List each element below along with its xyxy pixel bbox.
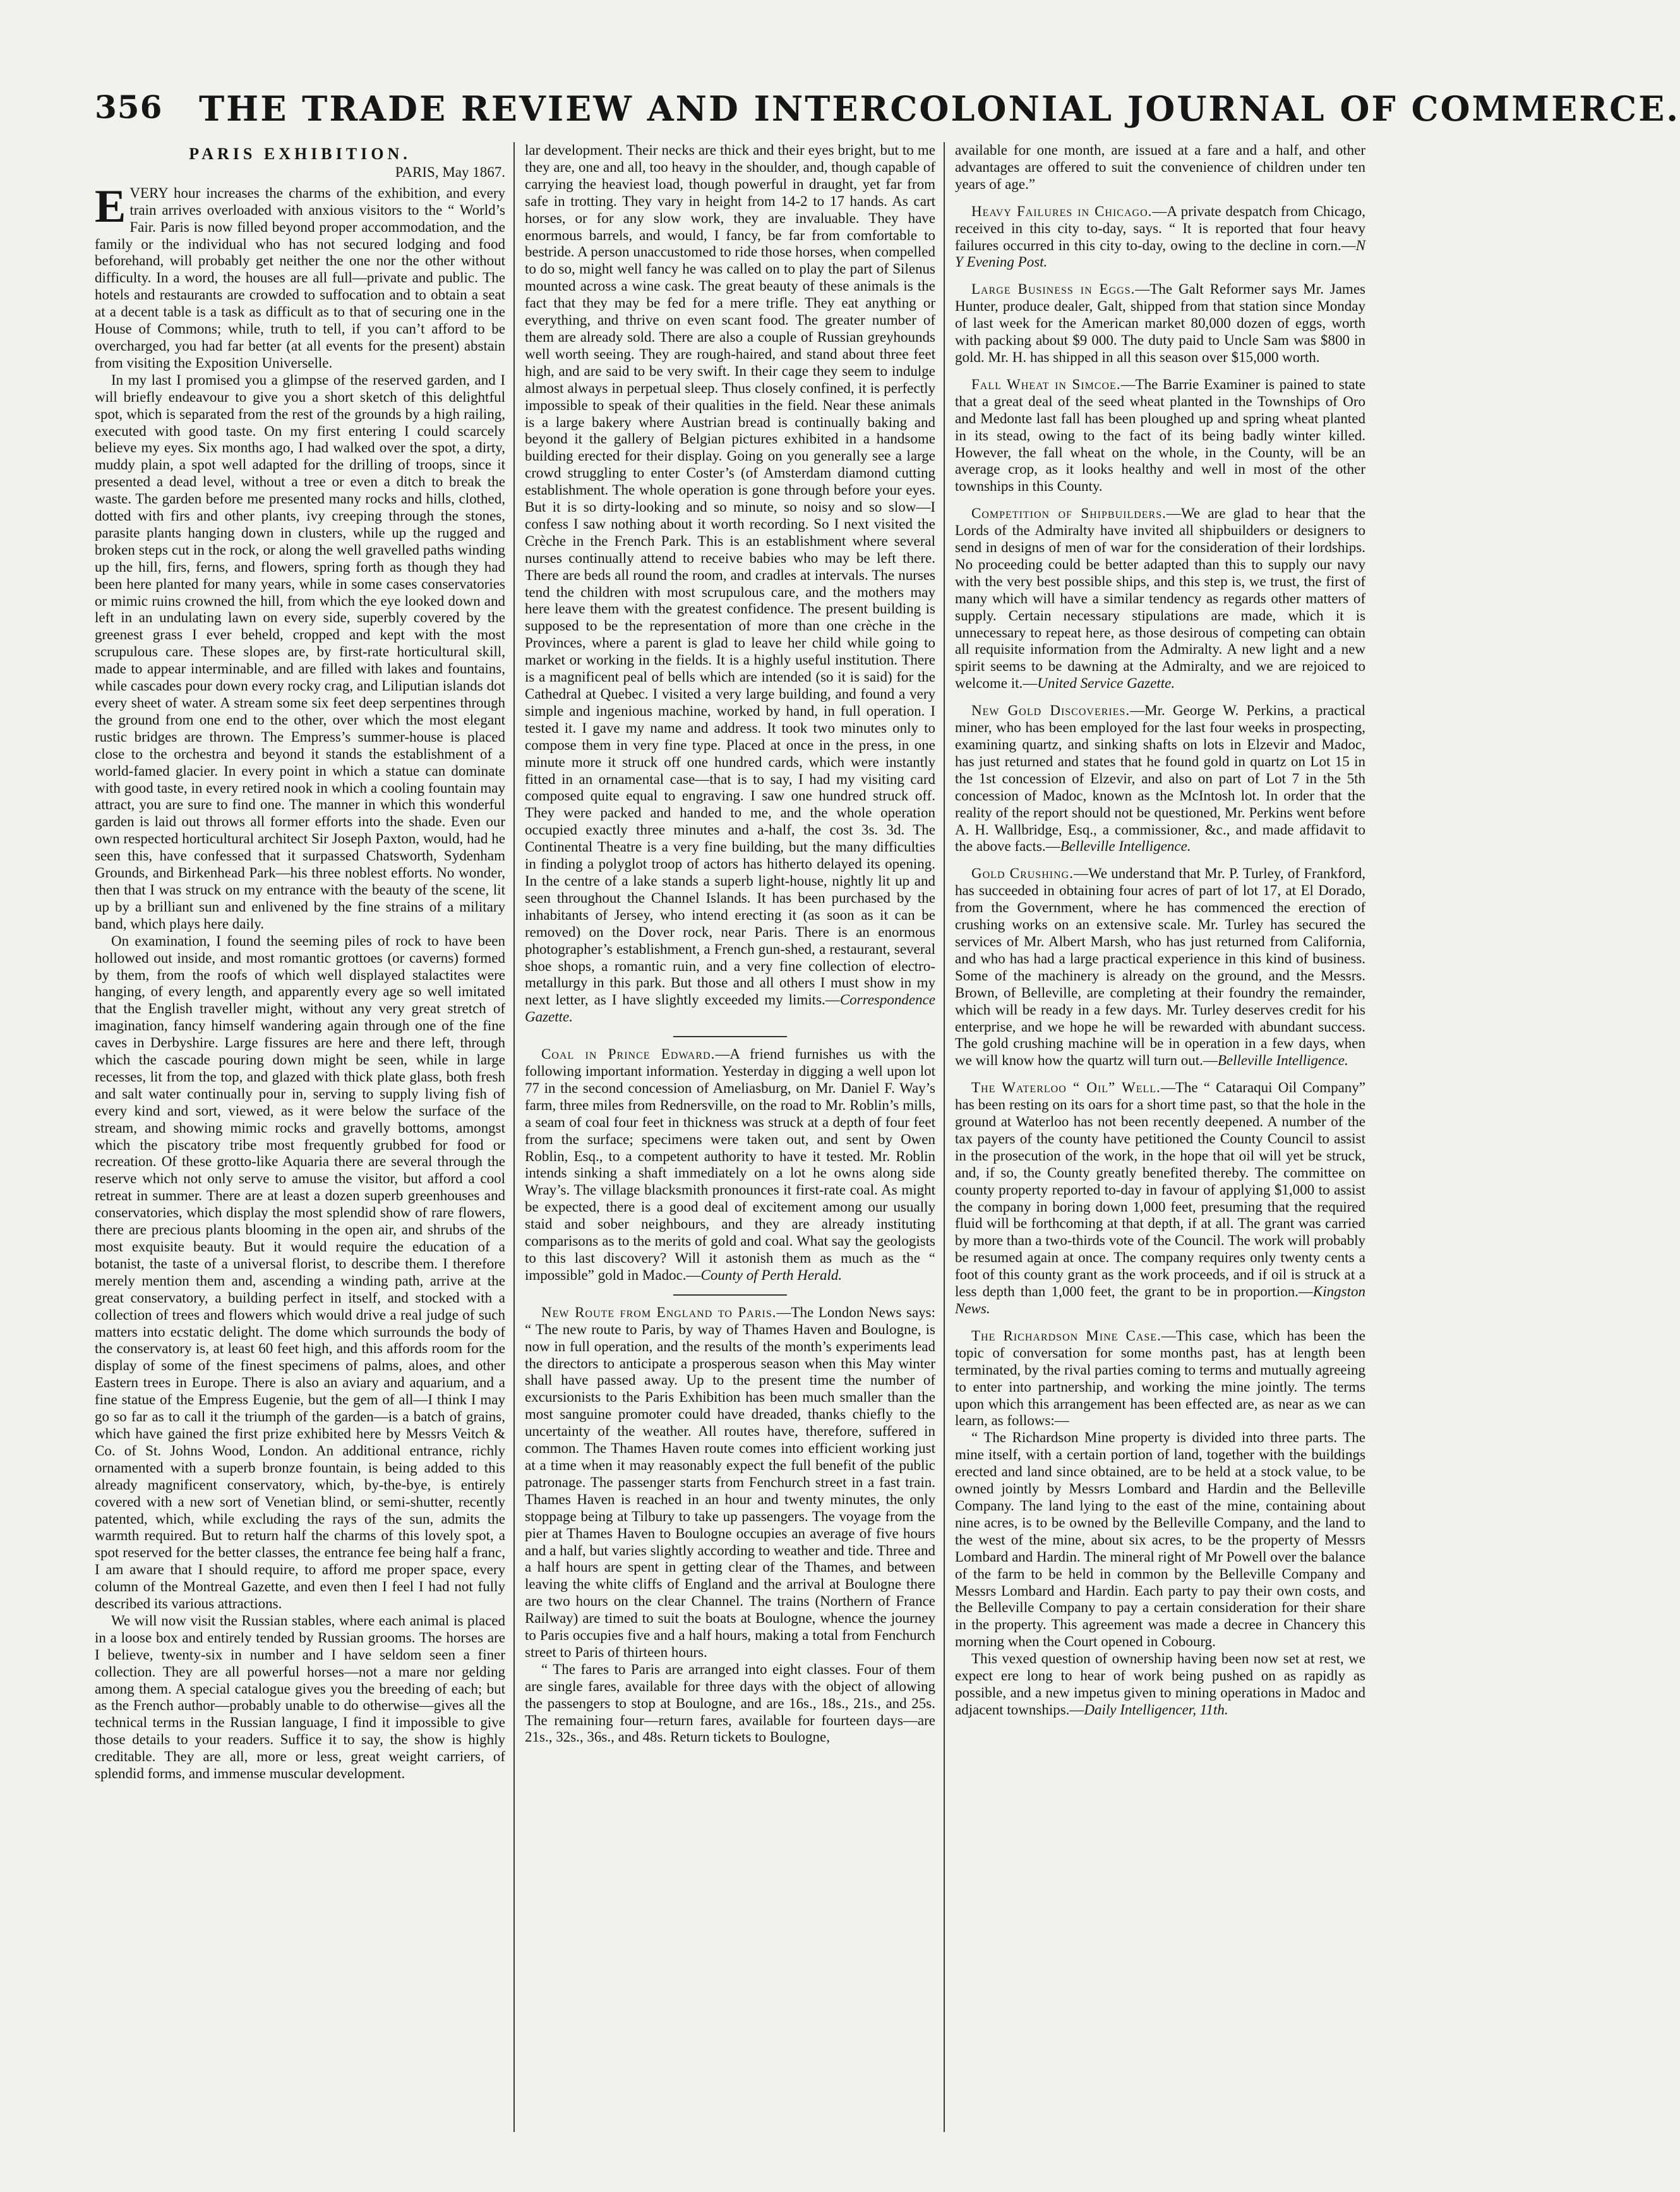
article-paragraph: We will now visit the Russian stables, where each animal is placed in a loose box and entirely tended by Russian grooms. The horses are I believe, twenty-six in number and I have seldom seen a finer collection. They are all powerful horses—not a mare nor gelding among them. A special catalogue gives you the breeding of each; but as the French author—probably unable to do otherwise—gives all the technical terms in the Russian language, I find it impossible to give those details to your readers. Suffice it to say, the show is highly creditable. They are all, more or less, great weight carriers, of splendid forms, and immense muscular development.: [95, 1612, 505, 1782]
article-paragraph: [955, 1328, 1365, 1430]
article-text: available for one month, are issued at a fare and a half, and other advantages are offered to suit the convenience of children under ten years of age.”: [955, 142, 1365, 192]
article-paragraph: [955, 1080, 1365, 1318]
article-text: —We are glad to hear that the Lords of the Admiralty have invited all shipbuilders or designers to send in designs of men of war for the consideration of their lordships. No proceeding could be better adapted than this to supply our navy with the very best possible ships, and this step is, we trust, the first of many which will have a similar tendency as regards other matters of supply. Certain necessary stipulations are made, which it is unnecessary to repeat here, as those desirous of competing can obtain all requisite information from the Admiralty. A new light and a new spirit seems to be dawning at the Admiralty, and we are rejoiced to welcome it.—: [955, 505, 1366, 692]
divider: [673, 1036, 787, 1037]
column-3: [955, 142, 1365, 2132]
column-2: [525, 142, 935, 2132]
article-source: United Service Gazette.: [1037, 675, 1175, 692]
article-heading: The Waterloo “ Oil” Well.: [971, 1080, 1161, 1096]
page-number: 356: [95, 88, 163, 126]
article-heading: New Route from England to Paris.: [541, 1304, 777, 1320]
article-text: “ The fares to Paris are arranged into eight classes. Four of them are single fares, available for three days with the object of allowing the passengers to stop at Boulogne, and are 16s., 18s., 21s., and 25s. The remaining four—return fares, available for fourteen days—are 21s., 32s., 36s., and 48s. Return tickets to Boulogne,: [525, 1661, 935, 1745]
article-paragraph: [525, 142, 935, 1026]
drop-cap: E: [95, 180, 126, 232]
article-heading: Fall Wheat in Simcoe.: [971, 376, 1121, 392]
article-paragraph: [955, 376, 1365, 495]
article-heading: Coal in Prince Edward.: [541, 1046, 716, 1063]
article-text: —The “ Cataraqui Oil Company” has been resting on its oars for a short time past, so that the hole in the ground at Waterloo has not been recently deepened. A number of the tax payers of the county have petitioned the County Council to assist in the prosecution of the work, in the hope that oil will yet be struck, and, if so, the County greatly benefited thereby. The committee on county property reported to-day in favour of applying $1,000 to assist the company in boring down 1,000 feet, presuming that the required fluid will be forthcoming at that depth, if at all. The grant was carried by more than a two-thirds vote of the Council. The work will probably be resumed again at once. The company requires only twenty cents a foot of this county grant as the work proceeds, and if oil is struck at a less depth than 1,000 feet, the grant to be in proportion.—: [955, 1080, 1365, 1300]
column-rule: [513, 142, 515, 2132]
article-source: County of Perth Herald.: [700, 1267, 843, 1283]
article-paragraph: [955, 1430, 1365, 1651]
article-source: Daily Intelligencer, 11th.: [1084, 1701, 1228, 1718]
article-heading: New Gold Discoveries.: [971, 702, 1131, 719]
dateline: PARIS, May 1867.: [395, 164, 505, 180]
article-source: Belleville Intelligence.: [1060, 838, 1191, 855]
article-paragraph: On examination, I found the seeming piles of rock to have been hollowed out inside, and most romantic grottoes (or caverns) formed by them, from the roofs of which well displayed stalactites were hanging, of every length, and apparently every age so well imitated that the English traveller might, without any very great stretch of imagination, fancy himself wandering again through one of the fine caves in Derbyshire. Large fissures are here and there left, through which the cascade pouring down might be seen, while in large recesses, lit from the top, and glazed with thick plate glass, both fresh and salt water continually pour in, serving to supply living fish of every kind and sort, viewed, as it were below the surface of the stream, and showing mimic rocks and gravelly bottoms, amongst which the piscatory tribe most frequently grubbed for food or recreation. Of these grotto-like Aquaria there are several through the reserve which not only serve to amuse the visitor, but afford a cool retreat in summer. There are at least a dozen superb greenhouses and conservatories, which display the most splendid show of rare flowers, there are precious plants blooming in the open air, and shrubs of the most exquisite beauty. But it would require the education of a botanist, the taste of a universal florist, to describe them. I therefore merely mention them and, ascending a winding path, arrive at the great conservatory, a building perfect in itself, and stocked with a collection of trees and flowers which would drive a real judge of such matters into ecstatic delight. The dome which surrounds the body of the conservatory is, at least 60 feet high, and this affords room for the display of some of the finest specimens of palms, aloes, and other Eastern trees in Europe. There is also an aviary and aquarium, and a fine statue of the Empress Eugenie, but the gem of all—I think I may go so far as to call it the triumph of the garden—is a batch of grains, which have gained the first prize exhibited here by Messrs Veitch & Co. of St. Johns Wood, London. An additional entrance, richly ornamented with a superb bronze fountain, is being added to this already magnificent conservatory, which, by-the-bye, is entirely covered with a new sort of Venetian blind, or semi-shutter, recently patented, which, while excluding the rays of the sun, admits the warmth required. But to return half the charms of this lovely spot, a spot reserved for the better classes, the entrance fee being half a franc, I am aware that I should require, to afford me proper space, every column of the Montreal Gazette, and even then I feel I had not fully described its various attractions.: [95, 932, 505, 1612]
article-text: “ The Richardson Mine property is divided into three parts. The mine itself, with a certain portion of land, together with the buildings erected and land since obtained, are to be held at a stock value, to be owned jointly by Messrs Lombard and Hardin and the Belleville Company. The land lying to the east of the mine, containing about nine acres, is to be owned by the Belleville Company, and the land to the west of the mine, about six acres, to be the property of Messrs Lombard and Hardin. The mineral right of Mr Powell over the balance of the farm to be held in common by the Belleville Company and Messrs Lombard and Hardin. Each party to pay their own costs, and the Belleville Company to pay a certain consideration for their share in the property. This agreement was made a decree in Chancery this morning when the Court opened in Cobourg.: [955, 1430, 1365, 1650]
column-1: [95, 142, 505, 2132]
article-heading: Gold Crushing.: [971, 865, 1074, 882]
article-text: —A friend furnishes us with the following important information. Yesterday in digging a well upon lot 77 in the second concession of Ameliasburg, on Mr. Daniel F. Way’s farm, three miles from Rednersville, on the road to Mr. Roblin’s mills, a seam of coal four feet in thickness was struck at a depth of four feet from the surface; specimens were taken out, and sent by Owen Roblin, Esq., to a competent authority to have it tested. Mr. Roblin intends sinking a shaft immediately on a lot he owns along side Wray’s. The village blacksmith pronounces it first-rate coal. As might be expected, there is a good deal of excitement among our usually staid and sober neighbours, and they are already instituting comparisons as to the merits of gold and coal. What say the geologists to this last discovery? Will it astonish them as much as the “ impossible” gold in Madoc.—: [525, 1046, 935, 1283]
article-text: —The Galt Reformer says Mr. James Hunter, produce dealer, Galt, shipped from that station since Monday of last week for the American market 80,000 dozen of eggs, worth with packing about $9 000. The duty paid to Uncle Sam was $800 in gold. Mr. H. has shipped in all this season over $15,000 worth.: [955, 281, 1365, 365]
article-heading: The Richardson Mine Case.: [971, 1327, 1161, 1344]
article-paragraph: [95, 180, 505, 372]
column-rule: [944, 142, 945, 2132]
article-heading: Competition of Shipbuilders.: [971, 505, 1167, 522]
article-paragraph: [525, 1661, 935, 1747]
article-text: This vexed question of ownership having been now set at rest, we expect ere long to hear of work being pushed on as rapidly as possible, and a new impetus given to mining operations in Madoc and adjacent townships.—: [955, 1651, 1365, 1718]
article-paragraph: [525, 1304, 935, 1661]
article-paragraph: [525, 1046, 935, 1284]
article-text: —The London News says: “ The new route to Paris, by way of Thames Haven and Boulogne, is now in full operation, and the results of the month’s experiments lead the directors to anticipate a prosperous season when this May winter shall have passed away. Up to the present time the number of excursionists to the Paris Exhibition has been much smaller than the most sanguine promoter could have dreaded, thanks chiefly to the uncertainty of the weather. All routes have, therefore, suffered in common. The Thames Haven route comes into efficient working just at a time when it may reasonably expect the full benefit of the public patronage. The passenger starts from Fenchurch street in a fast train. Thames Haven is reached in an hour and twenty minutes, the only stoppage being at Tilbury to take up passengers. The voyage from the pier at Thames Haven to Boulogne occupies an average of five hours and a half, but varies slightly according to weather and tide. Three and a half hours are spent in getting clear of the Thames, and between leaving the white cliffs of England and the arrival at Boulogne there are two hours on the clear Channel. The trains (Northern of France Railway) are timed to suit the boats at Boulogne, whence the journey to Paris occupies five and a half hours, making a total from Fenchurch street to Paris of thirteen hours.: [525, 1304, 936, 1660]
article-text: —This case, which has been the topic of conversation for some months past, has at length been terminated, by the rival parties coming to terms and mutually agreeing to enter into partnership, and working the mine jointly. The terms upon which this arrangement has been effected are, as near as we can learn, as follows:—: [955, 1327, 1365, 1429]
article-paragraph: [955, 505, 1365, 692]
article-text: —A private despatch from Chicago, received in this city to-day, says. “ It is reported that four heavy failures occurred in this city to-day, owing to the decline in corn.—: [955, 203, 1365, 253]
paragraph-text: VERY hour increases the charms of the exhibition, and every train arrives overloaded with anxious visitors to the “ World’s Fair. Paris is now filled beyond proper accommodation, and the family or the individual who has not secured lodging and food beforehand, will probably get neither the one nor the other without difficulty. In a word, the houses are all full—private and public. The hotels and restaurants are crowded to suffocation and to obtain a seat at a decent table is a task as difficult as to that of securing one in the House of Commons; while, truth to tell, if you can’t afford to be overcharged, you had far better (at all events for the present) abstain from visiting the Exposition Universelle.: [95, 184, 505, 371]
article-source: Belleville Intelligence.: [1217, 1052, 1348, 1069]
article-source: Kingston News.: [955, 1284, 1365, 1316]
article-source: Correspondence Gazette.: [525, 992, 935, 1025]
article-paragraph: [955, 702, 1365, 855]
paragraph-text: lar development. Their necks are thick and their eyes bright, but to me they are, one and all, too heavy in the shoulder, and, though capable of carrying the heaviest load, though powerful in draught, yet far from safe in trotting. They vary in height from 14-2 to 17 hands. As cart horses, or for any slow work, they are invaluable. They have enormous barrels, and would, I fancy, be far from comfortable to bestride. A person unaccustomed to ride those horses, when compelled to do so, might well fancy he was called on to play the part of Silenus mounted across a wine cask. The great beauty of these animals is the fact that they may be fed for a mere trifle. They eat anything or everything, and thrive on even scant food. The greater number of them are already sold. There are also a couple of Russian greyhounds well worth seeing. They are rough-haired, and stand about three feet high, and are said to be very swift. In their cage they seem to indulge almost always in perpetual sleep. Thus closely confined, it is perfectly impossible to speak of their qualities in the field. Near these animals is a large bakery where Austrian bread is continually baking and beyond it the gallery of Belgian pictures exhibited in a handsome building erected for their display. Going on you generally see a large crowd struggling to enter Coster’s (of Amsterdam diamond cutting establishment. The whole operation is gone through before your eyes. But it is so dirty-looking and so minute, so noisy and so slow—I confess I saw nothing about it worth recording. So I next visited the Crèche in the French Park. This is an establishment where several nurses continually attend to receive babies who may be left there. There are beds all round the room, and cradles at intervals. The nurses tend the children with most scrupulous care, and the mothers may here leave them with the greatest confidence. The present building is supposed to be the representation of more than one crèche in the Provinces, where a parent is glad to leave her child while going to market or working in the fields. It is a highly useful institution. There is a magnificent peal of bells which are intended (so it is said) for the Cathedral at Quebec. I visited a very large building, and found a very simple and ingenious machine, worked by hand, in full operation. I tested it. I gave my name and address. It took two minutes only to compose them in very fine type. Placed at once in the press, in one minute more it struck off one hundred cards, which were instantly fitted in an ornamental case—that is to say, I had my visiting card composed quite equal to engraving. I saw one hundred struck off. They were packed and handed to me, and the whole operation occupied exactly three minutes and a-half, the cost 3s. 3d. The Continental Theatre is a very fine building, but the many difficulties in finding a polyglot troop of actors has hitherto delayed its opening. In the centre of a lake stands a superb light-house, nightly lit up and seen throughout the Channel Islands. It has been purchased by the inhabitants of Jersey, who intend erecting it (as soon as it can be removed) on the Dover rock, near Paris. There is an enormous photographer’s establishment, a French gun-shed, a restaurant, several shoe shops, a romantic ruin, and a very fine collection of electro-metallurgy in this park. But those and all others I must show in my next letter, as I have slightly exceeded my limits.—: [525, 142, 935, 1008]
divider: [673, 1294, 787, 1296]
article-source: N Y Evening Post.: [955, 237, 1365, 270]
article-paragraph: [955, 142, 1365, 193]
journal-title: THE TRADE REVIEW AND INTERCOLONIAL JOURNAL OF COMMERCE.: [199, 88, 1680, 129]
article-text: —Mr. George W. Perkins, a practical miner, who has been employed for the last four weeks in prospecting, examining quartz, and sinking shafts on lots in Elzevir and Madoc, has just returned and states that he found gold in quartz on Lot 15 in the 1st concession of Elzevir, and also on part of Lot 7 in the 5th concession of Madoc, known as the McIntosh lot. In order that the reality of the report should not be questioned, Mr. Perkins went before A. H. Wallbridge, Esq., a commissioner, &c., and made affidavit to the above facts.—: [955, 702, 1366, 855]
article-paragraph: [955, 1651, 1365, 1719]
article-text: —We understand that Mr. P. Turley, of Frankford, has succeeded in obtaining four acres of part of lot 17, at El Dorado, from the Government, where he has commenced the erection of crushing works on an extensive scale. Mr. Turley has secured the services of Mr. Albert Marsh, who has just returned from California, and who has had a large practical experience in this kind of business. Some of the machinery is already on the ground, and the Messrs. Brown, of Belleville, are completing at their foundry the remainder, which will be ready in a few days. Mr. Turley deserves credit for his enterprise, and we hope he will be rewarded with abundant success. The gold crushing machine will be in operation in a few days, when we will know how the quartz will turn out.—: [955, 865, 1365, 1069]
columns: [95, 142, 1421, 2132]
article-heading: Large Business in Eggs.: [971, 281, 1136, 298]
article-heading: Heavy Failures in Chicago.: [971, 203, 1153, 219]
masthead: [95, 88, 1680, 139]
article-paragraph: In my last I promised you a glimpse of the reserved garden, and I will briefly endeavour to give you a short sketch of this delightful spot, which is separated from the rest of the grounds by a high railing, executed with good taste. On my first entering I could scarcely believe my eyes. Six months ago, I had walked over the spot, a dirty, muddy plain, a spot well adapted for the drilling of troops, since it presented a dead level, without a tree or even a ditch to break the waste. The garden before me presented many rocks and hills, clothed, dotted with firs and other plants, ivy creeping through the stones, parasite plants hanging down in clusters, while up the rugged and broken steps cut in the rock, or along the well gravelled paths winding up the hill, firs, ferns, and flowers, spring forth as though they had been here planted for many years, while in some cases conservatories or mimic ruins crowned the hill, from which the eye looked down and left in an undulating lawn on every side, superbly covered by the greenest grass I ever beheld, cropped and kept with the most scrupulous care. These slopes are, by first-rate horticultural skill, made to appear interminable, and are filled with lakes and fountains, while cascades pour down every rocky crag, and Liliputian islands dot every sheet of water. A stream some six feet deep serpentines through the ground from one end to the other, over which the most elegant rustic bridges are thrown. The Empress’s summer-house is placed close to the orchestra and beyond it stands the establishment of a world-famed glacier. In every point in which a statue can dominate with good taste, in every retired nook in which a cooling fountain may attract, you are sure to find one. The manner in which this wonderful garden is laid out throws all former efforts into the shade. Even our own respected horticultural architect Sir Joseph Paxton, would, had he seen this, have confessed that it surpassed Chatsworth, Sydenham Grounds, and Birkenhead Park—his three noblest efforts. No wonder, then that I was struck on my entrance with the beauty of the scene, lit up by a brilliant sun and enlivened by the fine strains of a military band, which plays here daily.: [95, 371, 505, 932]
article-paragraph: [955, 865, 1365, 1069]
article-text: —The Barrie Examiner is pained to state that a great deal of the seed wheat planted in the Townships of Oro and Medonte last fall has been ploughed up and spring wheat planted in its stead, owing to the fact of its being badly winter killed. However, the fall wheat on the whole, in the County, will be an average crop, as it looks healthy and well in most of the other townships in this County.: [955, 376, 1365, 495]
article-title: PARIS EXHIBITION.: [189, 145, 411, 163]
article-paragraph: [955, 203, 1365, 272]
article-paragraph: [955, 281, 1365, 366]
